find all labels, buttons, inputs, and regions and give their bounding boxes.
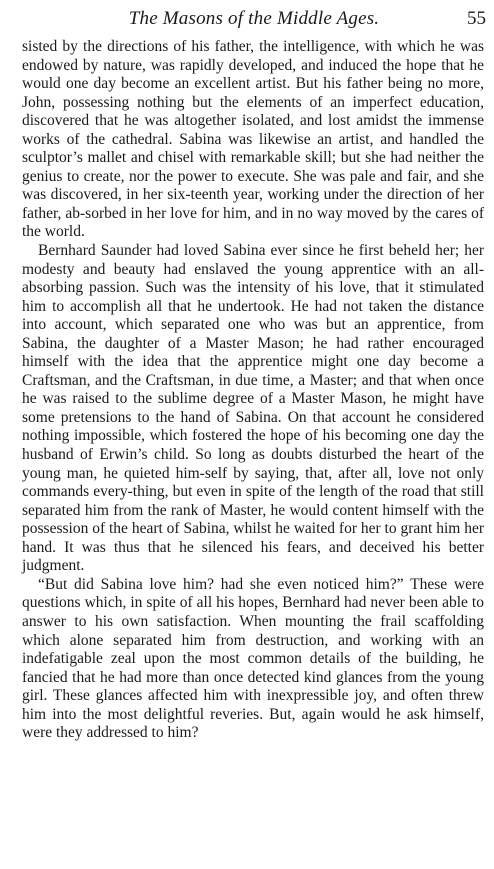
body-text (22, 38, 484, 743)
running-title: The Masons of the Middle Ages. (128, 8, 380, 29)
paragraph-continued: sisted by the directions of his father, the intelligence, with which he was endowed by nature, was rapidly developed, and induced the hope that he would one day become an excellent artist. But his father being no more, John, possessing nothing but the elements of an imperfect education, discovered that he was altogether isolated, and lost amidst the immense works of the cathedral. Sabina was likewise an artist, and handled the sculptor’s mallet and chisel with remarkable skill; but she had neither the genius to create, nor the power to execute. She was pale and fair, and she was discovered, in her six-teenth year, working under the direction of her father, ab-sorbed in her love for him, and in no way moved by the cares of the world. (22, 38, 484, 241)
paragraph-did-sabina-love-him: “But did Sabina love him? had she even noticed him?” These were questions which, in spite of all his hopes, Bernhard had never been able to answer to his own satisfaction. When mounting the frail scaffolding which alone separated him from destruction, and working with an indefatigable zeal upon the most common details of the building, he fancied that he had more than once detected kind glances from the young girl. These glances affected him with inexpressible joy, and often threw him into the most delightful reveries. But, again would he ask himself, were they addressed to him? (22, 575, 484, 742)
paragraph-bernhard-loved-sabina: Bernhard Saunder had loved Sabina ever since he first beheld her; her modesty and beauty had enslaved the young apprentice with an all-absorbing passion. Such was the intensity of his love, that it stimulated him to accomplish all that he undertook. He had not taken the distance into account, which separated one who was but an apprentice, from Sabina, the daughter of a Master Mason; he had rather encouraged himself with the idea that the apprentice might one day become a Craftsman, and the Craftsman, in due time, a Master; and that when once he was raised to the sublime degree of a Master Mason, he might have some pretensions to the hand of Sabina. On that account he considered nothing impossible, which fostered the hope of his becoming one day the husband of Erwin’s child. So long as doubts disturbed the heart of the young man, he quieted him-self by saying, that, after all, love not only commands every-thing, but even in spite of the length of the road that still separated him from the rank of Master, he would content himself with the possession of the heart of Sabina, whilst he waited for her to grant him her hand. It was thus that he silenced his fears, and deceived his better judgment. (22, 242, 484, 575)
running-header (22, 8, 486, 34)
page-number: 55 (467, 8, 486, 29)
